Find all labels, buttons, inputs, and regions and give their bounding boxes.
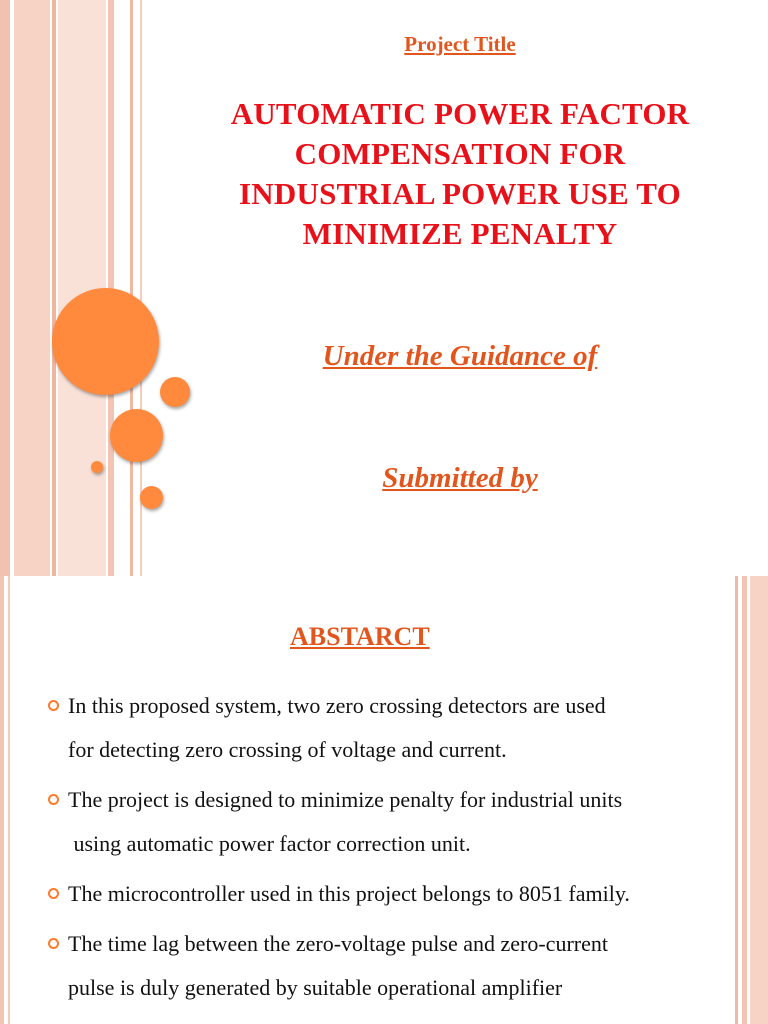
decorative-stripe <box>130 0 133 576</box>
decorative-circle <box>160 377 190 407</box>
bullet-line: In this proposed system, two zero crossing detectors are used <box>68 693 606 718</box>
decorative-stripe <box>14 0 50 576</box>
decorative-circle <box>110 409 163 462</box>
submitted-by-label: Submitted by <box>382 462 538 494</box>
bullet-line: The microcontroller used in this project belongs to 8051 family. <box>68 881 630 906</box>
decorative-stripe <box>10 0 12 576</box>
list-item <box>46 778 736 866</box>
title-line: INDUSTRIAL POWER USE TO <box>239 176 681 211</box>
decorative-stripe <box>742 576 747 1024</box>
decorative-stripe <box>52 0 56 576</box>
list-item <box>46 872 736 916</box>
list-item <box>46 922 736 1010</box>
ring-bullet-icon <box>48 700 59 711</box>
title-line: MINIMIZE PENALTY <box>302 216 618 251</box>
bullet-line: The time lag between the zero-voltage pulse and zero-current <box>68 931 608 956</box>
bullet-list <box>46 684 736 1016</box>
decorative-circle-small <box>91 461 103 473</box>
project-title-label: Project Title <box>404 32 516 56</box>
decorative-stripe <box>0 0 10 576</box>
bullet-line: The project is designed to minimize penalty for industrial units <box>68 787 623 812</box>
title-line: AUTOMATIC POWER FACTOR <box>230 96 690 131</box>
bullet-line: pulse is duly generated by suitable operational amplifier <box>68 975 563 1000</box>
decorative-stripe <box>0 576 4 1024</box>
decorative-circle-large <box>52 288 159 395</box>
ring-bullet-icon <box>48 888 59 899</box>
ring-bullet-icon <box>48 794 59 805</box>
abstract-heading: ABSTARCT <box>290 622 430 651</box>
list-item <box>46 684 736 772</box>
main-title <box>150 94 768 254</box>
decorative-stripe <box>750 576 768 1024</box>
decorative-stripe <box>8 576 10 1024</box>
ring-bullet-icon <box>48 938 59 949</box>
bullet-line: using automatic power factor correction unit. <box>68 831 471 856</box>
abstract-slide <box>0 576 768 1024</box>
title-line: COMPENSATION FOR <box>294 136 626 171</box>
bullet-line: for detecting zero crossing of voltage and current. <box>68 737 507 762</box>
guidance-label: Under the Guidance of <box>322 340 598 372</box>
